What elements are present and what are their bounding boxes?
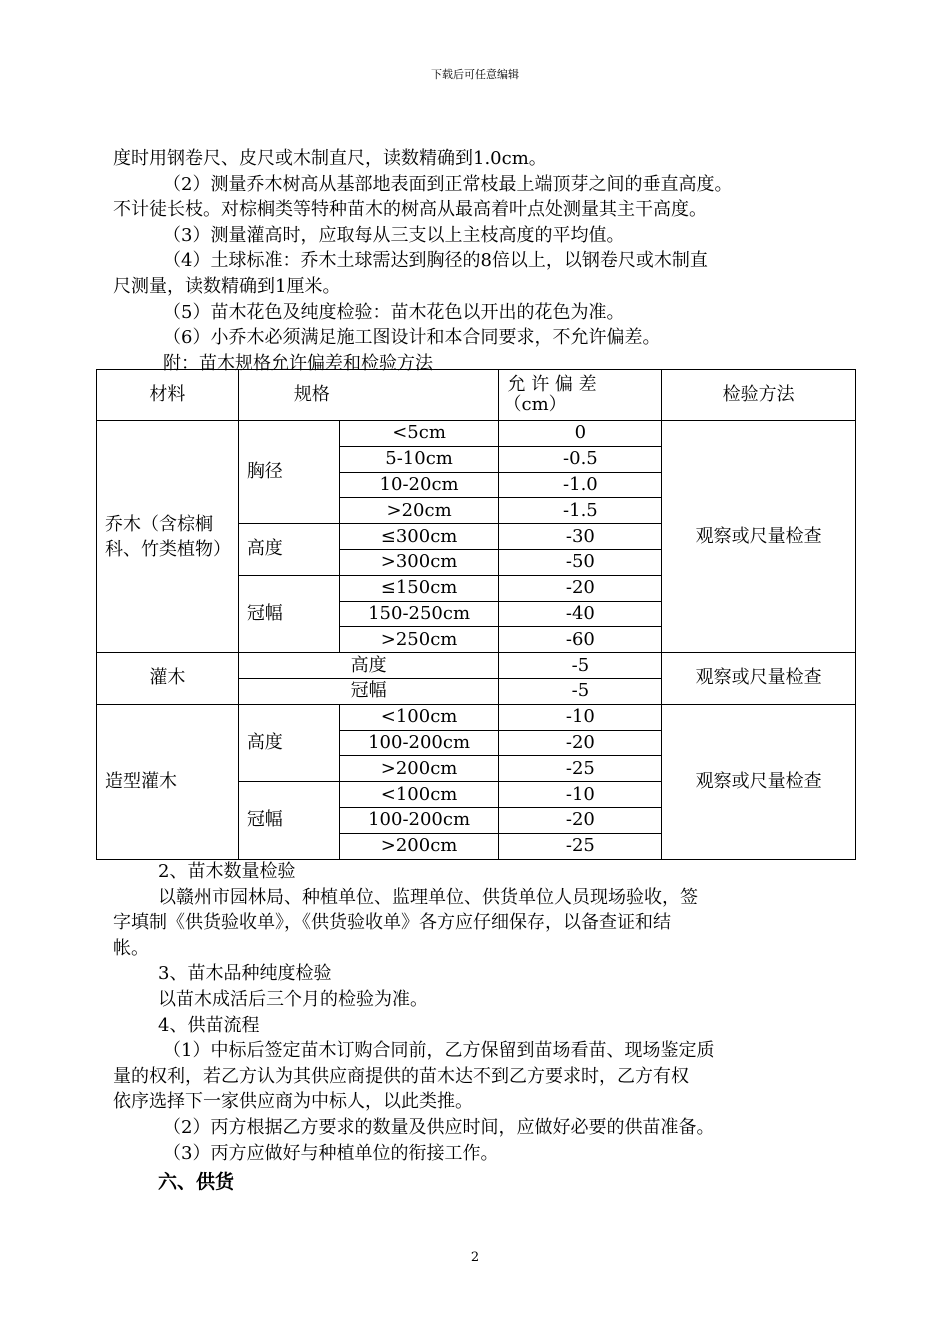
spec-tree-dbh: 胸径 xyxy=(238,421,339,524)
table-caption: 附：苗木规格允许偏差和检验方法 xyxy=(163,352,433,374)
header-material: 材料 xyxy=(97,370,239,421)
section-heading: 六、供货 xyxy=(158,1171,235,1194)
paragraph-line: 字填制《供货验收单》，《供货验收单》各方应仔细保存，以备查证和结 xyxy=(113,912,671,934)
body-text-after xyxy=(113,859,863,1196)
range-cell: >200cm xyxy=(339,756,499,782)
range-cell: ≤300cm xyxy=(339,524,499,550)
paragraph-line: （5）苗木花色及纯度检验：苗木花色以开出的花色为准。 xyxy=(163,301,625,323)
range-cell: <5cm xyxy=(339,421,499,447)
spec-tree-crown: 冠幅 xyxy=(238,575,339,652)
paragraph-line: 不计徒长枝。对棕榈类等特种苗木的树高从最高着叶点处测量其主干高度。 xyxy=(113,199,707,221)
tolerance-cell: -30 xyxy=(499,524,662,550)
material-topiary: 造型灌木 xyxy=(97,704,239,859)
subheading: 3、苗木品种纯度检验 xyxy=(158,963,332,985)
paragraph-line: （1）中标后签定苗木订购合同前，乙方保留到苗场看苗、现场鉴定质 xyxy=(163,1040,715,1062)
tolerance-cell: -25 xyxy=(499,833,662,859)
tolerance-cell: -60 xyxy=(499,627,662,653)
spec-tree-height: 高度 xyxy=(238,524,339,576)
tolerance-cell: -5 xyxy=(499,653,662,679)
range-cell: >300cm xyxy=(339,549,499,575)
header-method: 检验方法 xyxy=(662,370,856,421)
method-tree: 观察或尺量检查 xyxy=(662,421,856,653)
range-cell: 100-200cm xyxy=(339,807,499,833)
spec-shrub-height: 高度 xyxy=(238,653,499,679)
tolerance-cell: -10 xyxy=(499,704,662,730)
material-tree: 乔木（含棕榈科、竹类植物） xyxy=(97,421,239,653)
header-tolerance-line2: （cm） xyxy=(503,394,567,415)
paragraph-line: 以苗木成活后三个月的检验为准。 xyxy=(158,988,428,1010)
paragraph-line: （3）丙方应做好与种植单位的衔接工作。 xyxy=(163,1142,499,1164)
tolerance-cell: -0.5 xyxy=(499,446,662,472)
paragraph-line: （6）小乔木必须满足施工图设计和本合同要求，不允许偏差。 xyxy=(163,327,661,349)
spec-topiary-height: 高度 xyxy=(238,704,339,781)
paragraph-line: （4）土球标准：乔木土球需达到胸径的8倍以上，以钢卷尺或木制直 xyxy=(163,250,708,272)
paragraph-line: 尺测量，读数精确到1厘米。 xyxy=(113,275,341,297)
subheading: 4、供苗流程 xyxy=(158,1014,260,1036)
tolerance-cell: -50 xyxy=(499,549,662,575)
tolerance-cell: -5 xyxy=(499,678,662,704)
paragraph-line: 量的权利，若乙方认为其供应商提供的苗木达不到乙方要求时，乙方有权 xyxy=(113,1065,689,1087)
header-tolerance-line1: 允 许 偏 差 xyxy=(507,374,597,395)
tolerance-cell: -1.0 xyxy=(499,472,662,498)
tolerance-cell: -40 xyxy=(499,601,662,627)
range-cell: <100cm xyxy=(339,704,499,730)
range-cell: >250cm xyxy=(339,627,499,653)
material-shrub: 灌木 xyxy=(97,653,239,705)
paragraph-line: （2）丙方根据乙方要求的数量及供应时间，应做好必要的供苗准备。 xyxy=(163,1116,715,1138)
range-cell: 100-200cm xyxy=(339,730,499,756)
paragraph-line: 帐。 xyxy=(113,937,149,959)
tolerance-cell: 0 xyxy=(499,421,662,447)
page-number: 2 xyxy=(470,1250,480,1265)
range-cell: 150-250cm xyxy=(339,601,499,627)
range-cell: 10-20cm xyxy=(339,472,499,498)
range-cell: <100cm xyxy=(339,782,499,808)
range-cell: 5-10cm xyxy=(339,446,499,472)
paragraph-line: 度时用钢卷尺、皮尺或木制直尺，读数精确到1.0cm。 xyxy=(113,148,547,169)
tolerance-cell: -20 xyxy=(499,730,662,756)
header-spec: 规格 xyxy=(238,370,499,421)
paragraph-line: 依序选择下一家供应商为中标人，以此类推。 xyxy=(113,1091,473,1113)
header-tolerance xyxy=(499,370,662,421)
body-text-before xyxy=(113,146,863,376)
tolerance-cell: -1.5 xyxy=(499,498,662,524)
subheading: 2、苗木数量检验 xyxy=(158,861,296,882)
method-topiary: 观察或尺量检查 xyxy=(662,704,856,859)
tolerance-cell: -20 xyxy=(499,575,662,601)
tolerance-cell: -25 xyxy=(499,756,662,782)
paragraph-line: 以赣州市园林局、种植单位、监理单位、供货单位人员现场验收，签 xyxy=(158,886,698,908)
spec-shrub-crown: 冠幅 xyxy=(238,678,499,704)
method-shrub: 观察或尺量检查 xyxy=(662,653,856,705)
tolerance-cell: -20 xyxy=(499,807,662,833)
spec-topiary-crown: 冠幅 xyxy=(238,782,339,859)
range-cell: >200cm xyxy=(339,833,499,859)
paragraph-line: （2）测量乔木树高从基部地表面到正常枝最上端顶芽之间的垂直高度。 xyxy=(163,173,733,195)
paragraph-line: （3）测量灌高时，应取每从三支以上主枝高度的平均值。 xyxy=(163,224,625,246)
tolerance-cell: -10 xyxy=(499,782,662,808)
range-cell: ≤150cm xyxy=(339,575,499,601)
spec-tolerance-table xyxy=(96,369,856,860)
range-cell: >20cm xyxy=(339,498,499,524)
page-header: 下载后可任意编辑 xyxy=(431,68,519,81)
